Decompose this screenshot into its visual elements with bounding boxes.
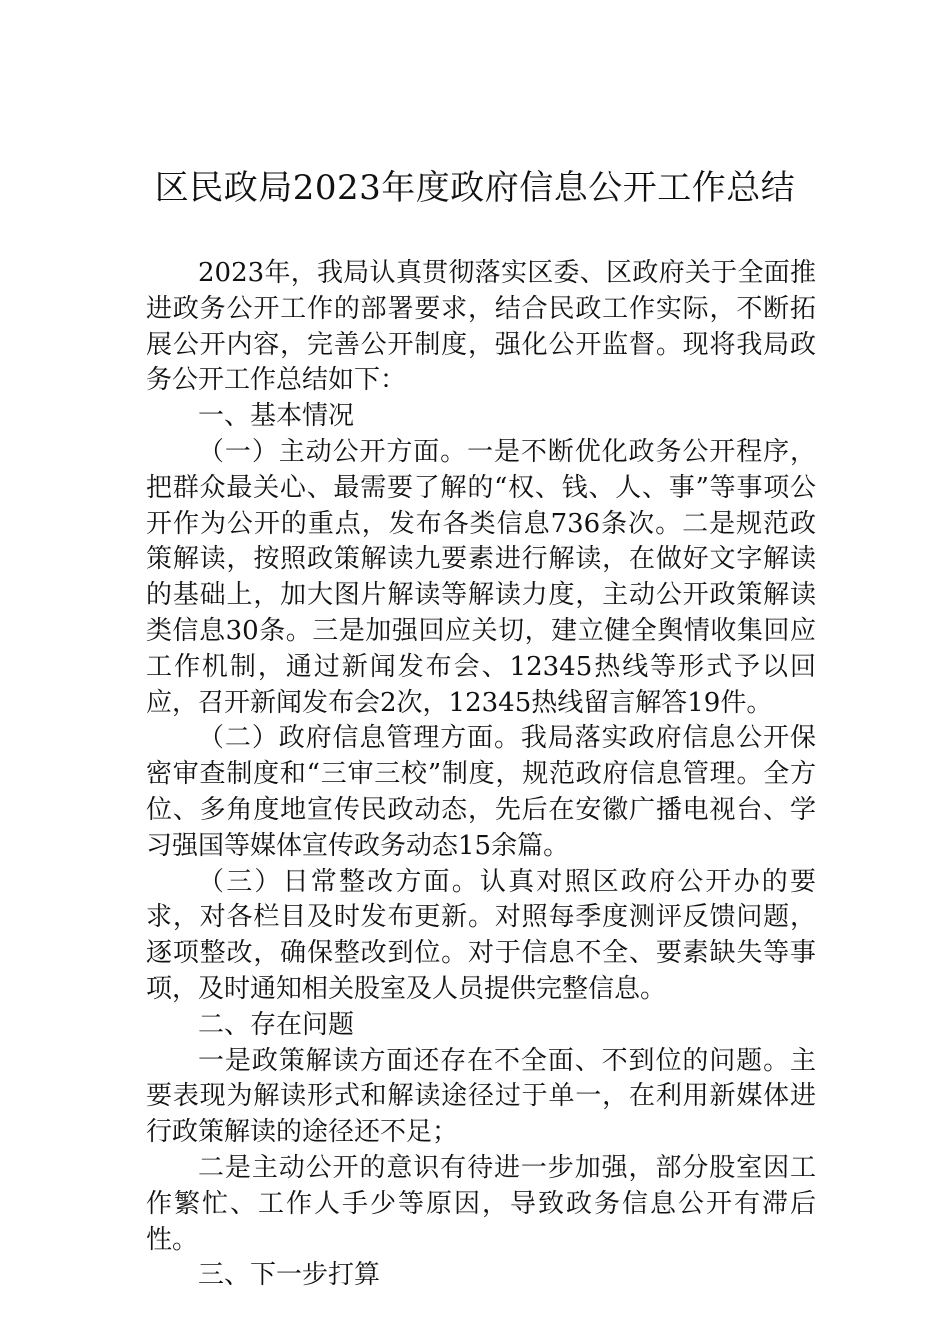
paragraph-problem-one: 一是政策解读方面还存在不全面、不到位的问题。主要表现为解读形式和解读途径过于单一，在利用新媒体进行政策解读的途径还不足； (146, 1045, 816, 1148)
document-title: 区民政局2023年度政府信息公开工作总结 (154, 168, 796, 208)
section-heading-next-steps: 三、下一步打算 (198, 1260, 381, 1291)
section-heading-existing-problems: 二、存在问题 (198, 1009, 355, 1040)
paragraph-active-disclosure: （一）主动公开方面。一是不断优化政务公开程序，把群众最关心、最需要了解的“权、钱、人、事”等事项公开作为公开的重点，发布各类信息736条次。二是规范政策解读，按照政策解读九要素进行解读，在做好文字解读的基础上，加大图片解读等解读力度，主动公开政策解读类信息30条。三是加强回应关切，建立健全舆情收集回应工作机制，通过新闻发布会、12345热线等形式予以回应，召开新闻发布会2次，12345热线留言解答19件。 (146, 436, 816, 718)
paragraph-information-management: （二）政府信息管理方面。我局落实政府信息公开保密审查制度和“三审三校”制度，规范政府信息管理。全方位、多角度地宣传民政动态，先后在安徽广播电视台、学习强国等媒体宣传政务动态15余篇。 (146, 723, 816, 861)
section-heading-basic-situation: 一、基本情况 (198, 401, 355, 432)
document-body (146, 256, 816, 1294)
intro-paragraph: 2023年，我局认真贯彻落实区委、区政府关于全面推进政务公开工作的部署要求，结合民政工作实际，不断拓展公开内容，完善公开制度，强化公开监督。现将我局政务公开工作总结如下： (146, 258, 816, 396)
paragraph-problem-two: 二是主动公开的意识有待进一步加强，部分股室因工作繁忙、工作人手少等原因，导致政务信息公开有滞后性。 (146, 1152, 816, 1255)
paragraph-daily-rectification: （三）日常整改方面。认真对照区政府公开办的要求，对各栏目及时发布更新。对照每季度测评反馈问题，逐项整改，确保整改到位。对于信息不全、要素缺失等事项，及时通知相关股室及人员提供完整信息。 (146, 866, 816, 1004)
